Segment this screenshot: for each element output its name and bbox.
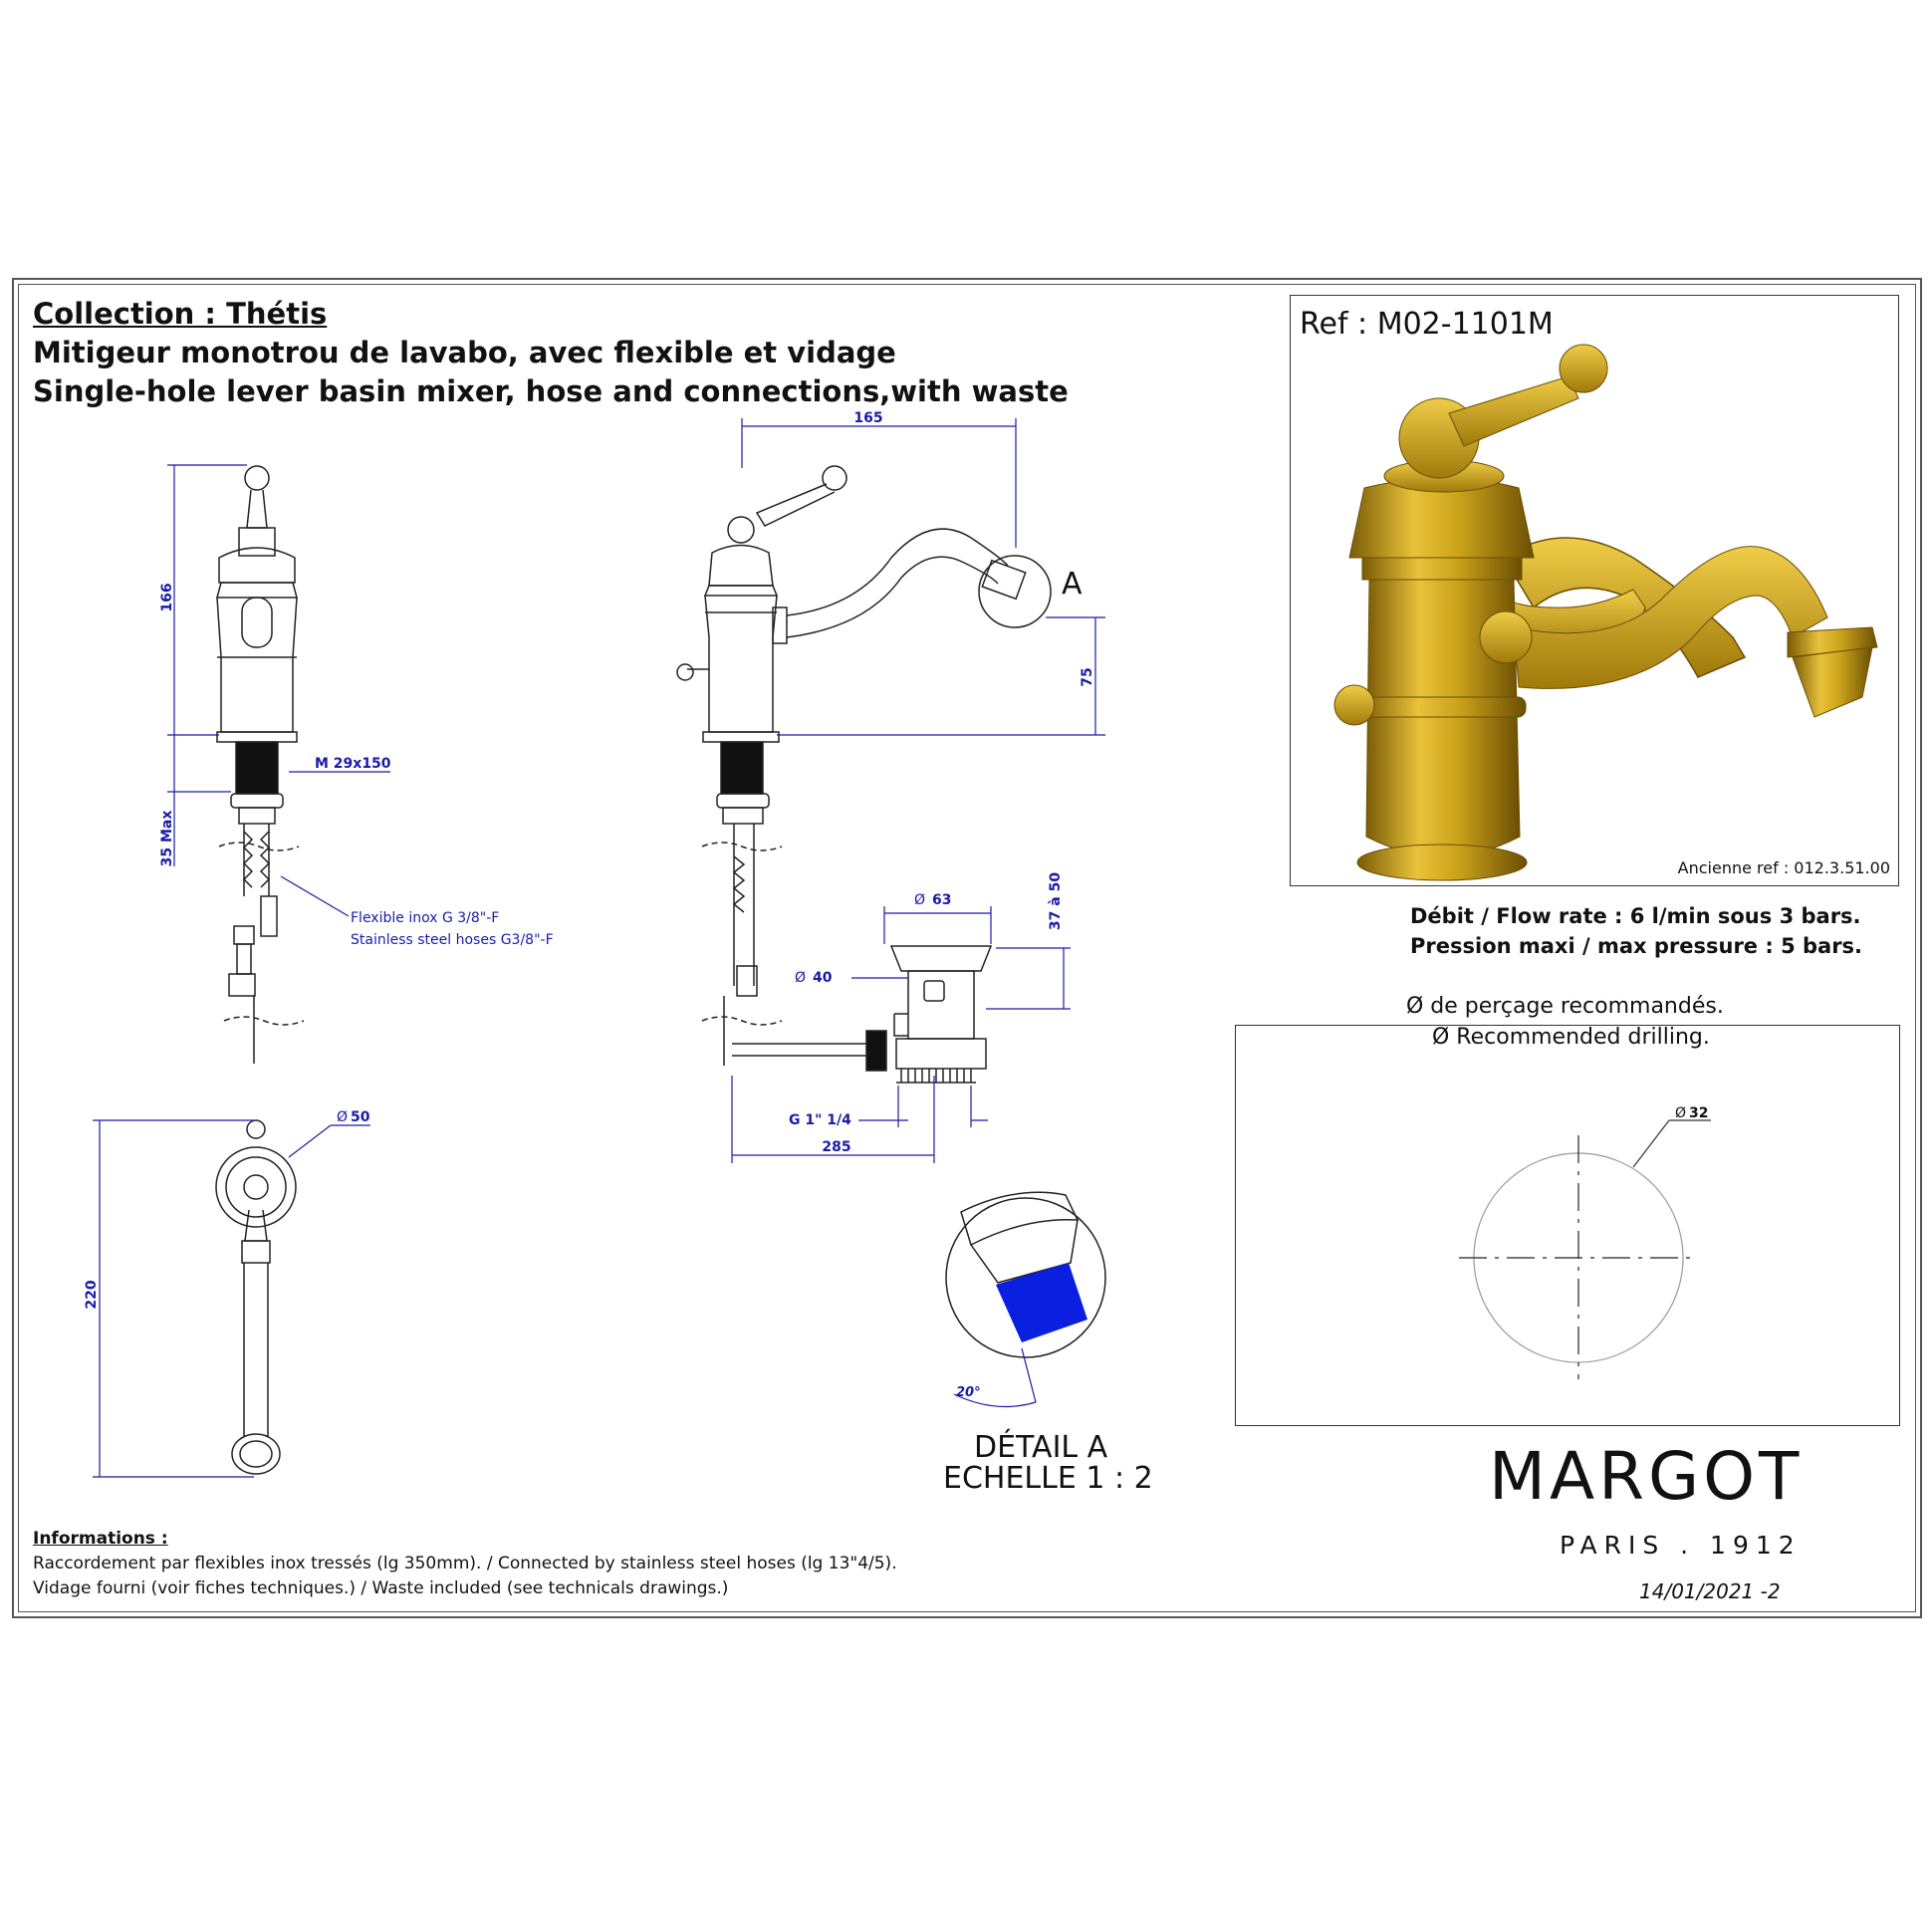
svg-text:Ø: Ø [795,970,807,986]
dim-thread: M 29x150 [315,756,391,772]
dim-spout-reach: 165 [853,410,883,426]
max-pressure: Pression maxi / max pressure : 5 bars. [1410,934,1863,958]
dim-waste-thread: G 1" 1/4 [789,1112,851,1128]
front-view [217,466,304,1064]
title-en: Single-hole lever basin mixer, hose and connections,with waste [33,374,1069,408]
dim-max-counter: 35 Max [159,810,175,867]
svg-text:Ø: Ø [1675,1105,1687,1121]
collection-title: Collection : Thétis [33,297,328,331]
hose-label-en: Stainless steel hoses G3/8"-F [351,932,554,948]
dim-waste-height: 37 à 50 [1048,871,1064,931]
old-reference: Ancienne ref : 012.3.51.00 [1677,858,1890,877]
title-fr: Mitigeur monotrou de lavabo, avec flexible et vidage [33,336,896,369]
top-dimensions [93,1120,370,1477]
top-view [216,1120,296,1474]
dim-front-height: 166 [159,583,175,612]
side-view [677,466,1051,1083]
dim-waste-top-dia: 63 [932,892,952,908]
drilling-label-fr: Ø de perçage recommandés. [1406,994,1724,1019]
revision-date: 14/01/2021 -2 [1639,1579,1781,1603]
dim-top-length: 220 [84,1280,100,1310]
front-dimensions [167,465,390,916]
hose-label-fr: Flexible inox G 3/8"-F [351,910,500,926]
detail-caption: DÉTAIL A [974,1430,1108,1465]
dim-waste-length: 285 [822,1139,851,1155]
detail-fill [996,1263,1087,1342]
dim-waste-dia: 40 [813,970,833,986]
detail-mark: A [1062,567,1083,602]
dim-drill-dia: 32 [1689,1105,1709,1121]
dim-angle: 20° [956,1385,981,1400]
dim-spout-height: 75 [1080,667,1095,687]
info-heading: Informations : [33,1529,168,1549]
dim-top-dia: 50 [351,1109,370,1125]
detail-scale: ECHELLE 1 : 2 [943,1461,1153,1496]
info-line-1: Raccordement par flexibles inox tressés (lg 350mm). / Connected by stainless steel hoses (lg 13"4/5). [33,1554,897,1573]
svg-text:Ø: Ø [914,892,926,908]
reference-box [1290,295,1899,886]
drilling-box [1235,1025,1900,1426]
reference-code: Ref : M02-1101M [1300,307,1554,342]
drilling-label-en: Ø Recommended drilling. [1432,1025,1710,1050]
brand-logo: MARGOT [1489,1438,1804,1515]
brand-tagline: PARIS . 1912 [1560,1531,1802,1560]
info-line-2: Vidage fourni (voir fiches techniques.) / Waste included (see technicals drawings.) [33,1578,729,1598]
svg-text:Ø: Ø [337,1109,349,1125]
flow-rate: Débit / Flow rate : 6 l/min sous 3 bars. [1410,904,1861,928]
side-dimensions [732,418,1105,1163]
